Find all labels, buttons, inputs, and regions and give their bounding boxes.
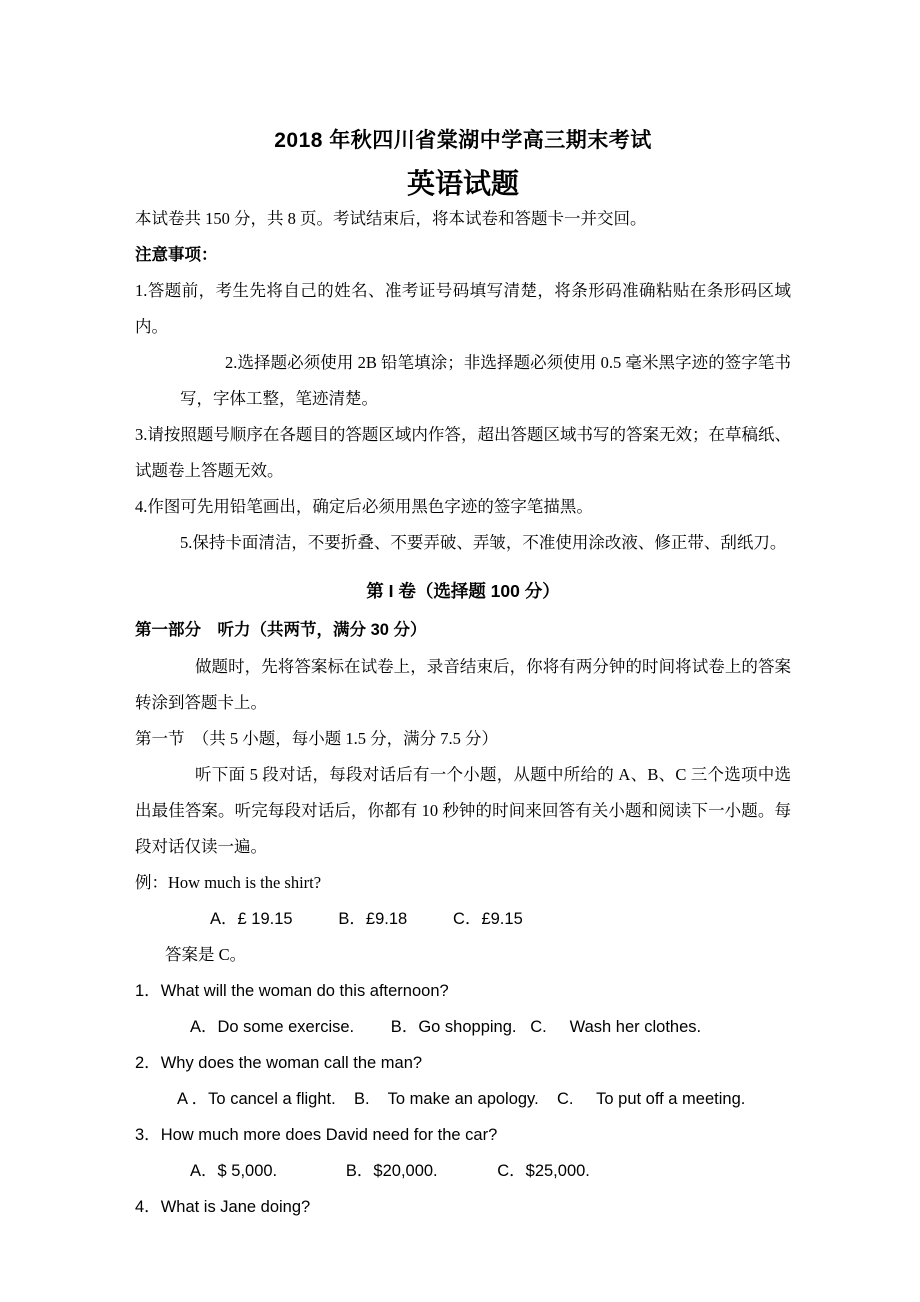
example-options: A．£ 19.15 B．£9.18 C．£9.15	[210, 909, 523, 928]
notice-item-4: 4.作图可先用铅笔画出，确定后必须用黑色字迹的签字笔描黑。	[135, 496, 593, 516]
page-content	[135, 0, 791, 1225]
section-one-heading: 第一部分 听力（共两节，满分 30 分）	[135, 620, 427, 639]
notice-item-2: 2.选择题必须使用 2B 铅笔填涂；非选择题必须使用 0.5 毫米黑字迹的签字笔书写，字体工整，笔迹清楚。	[180, 352, 791, 408]
paper-part-heading: 第 I 卷（选择题 100 分）	[366, 580, 560, 601]
question-1-options: A．Do some exercise. B．Go shopping. C. Wash her clothes.	[190, 1017, 702, 1036]
question-2-options: A ．To cancel a flight. B. To make an apology. C. To put off a meeting.	[177, 1089, 746, 1108]
subsection-one-heading: 第一节 （共 5 小题，每小题 1.5 分，满分 7.5 分）	[135, 728, 498, 748]
notice-item-5: 5.保持卡面清洁，不要折叠、不要弄破、弄皱，不准使用涂改液、修正带、刮纸刀。	[180, 532, 787, 552]
question-1-stem	[135, 973, 791, 1009]
section-one-intro: 做题时，先将答案标在试卷上，录音结束后，你将有两分钟的时间将试卷上的答案转涂到答题卡上。	[135, 656, 791, 712]
page-subtitle: 英语试题	[406, 168, 519, 200]
question-2-number: 2．	[135, 1053, 161, 1072]
question-4-text: What is Jane doing?	[160, 1197, 311, 1216]
question-1-text: What will the woman do this afternoon?	[160, 981, 449, 1000]
listening-question-item	[135, 1189, 791, 1225]
notice-heading: 注意事项：	[135, 245, 218, 264]
question-3-stem	[135, 1117, 791, 1153]
question-3-number: 3．	[135, 1125, 161, 1144]
listening-question-item	[135, 973, 791, 1045]
question-2-stem	[135, 1045, 791, 1081]
notice-item-3: 3.请按照题号顺序在各题目的答题区域内作答，超出答题区域书写的答案无效；在草稿纸、试题卷上答题无效。	[135, 424, 791, 480]
exam-intro-text: 本试卷共 150 分，共 8 页。考试结束后，将本试卷和答题卡一并交回。	[135, 208, 647, 228]
question-4-number: 4．	[135, 1197, 161, 1216]
question-3-text: How much more does David need for the car?	[160, 1125, 498, 1144]
listening-question-item	[135, 1045, 791, 1117]
example-answer: 答案是 C。	[165, 944, 247, 964]
example-prompt: 例：How much is the shirt?	[135, 872, 322, 892]
question-1-number: 1．	[135, 981, 161, 1000]
subsection-one-intro: 听下面 5 段对话，每段对话后有一个小题，从题中所给的 A、B、C 三个选项中选出最佳答案。听完每段对话后，你都有 10 秒钟的时间来回答有关小题和阅读下一小题。每段对话仅读一遍。	[135, 764, 791, 856]
question-3-options: A．$ 5,000. B．$20,000. C．$25,000.	[190, 1161, 590, 1180]
question-2-text: Why does the woman call the man?	[160, 1053, 423, 1072]
notice-item-1: 1.答题前，考生先将自己的姓名、准考证号码填写清楚，将条形码准确粘贴在条形码区域内。	[135, 280, 791, 336]
page-title: 2018 年秋四川省棠湖中学高三期末考试	[274, 129, 652, 152]
listening-question-item	[135, 1117, 791, 1189]
question-4-stem	[135, 1189, 791, 1225]
